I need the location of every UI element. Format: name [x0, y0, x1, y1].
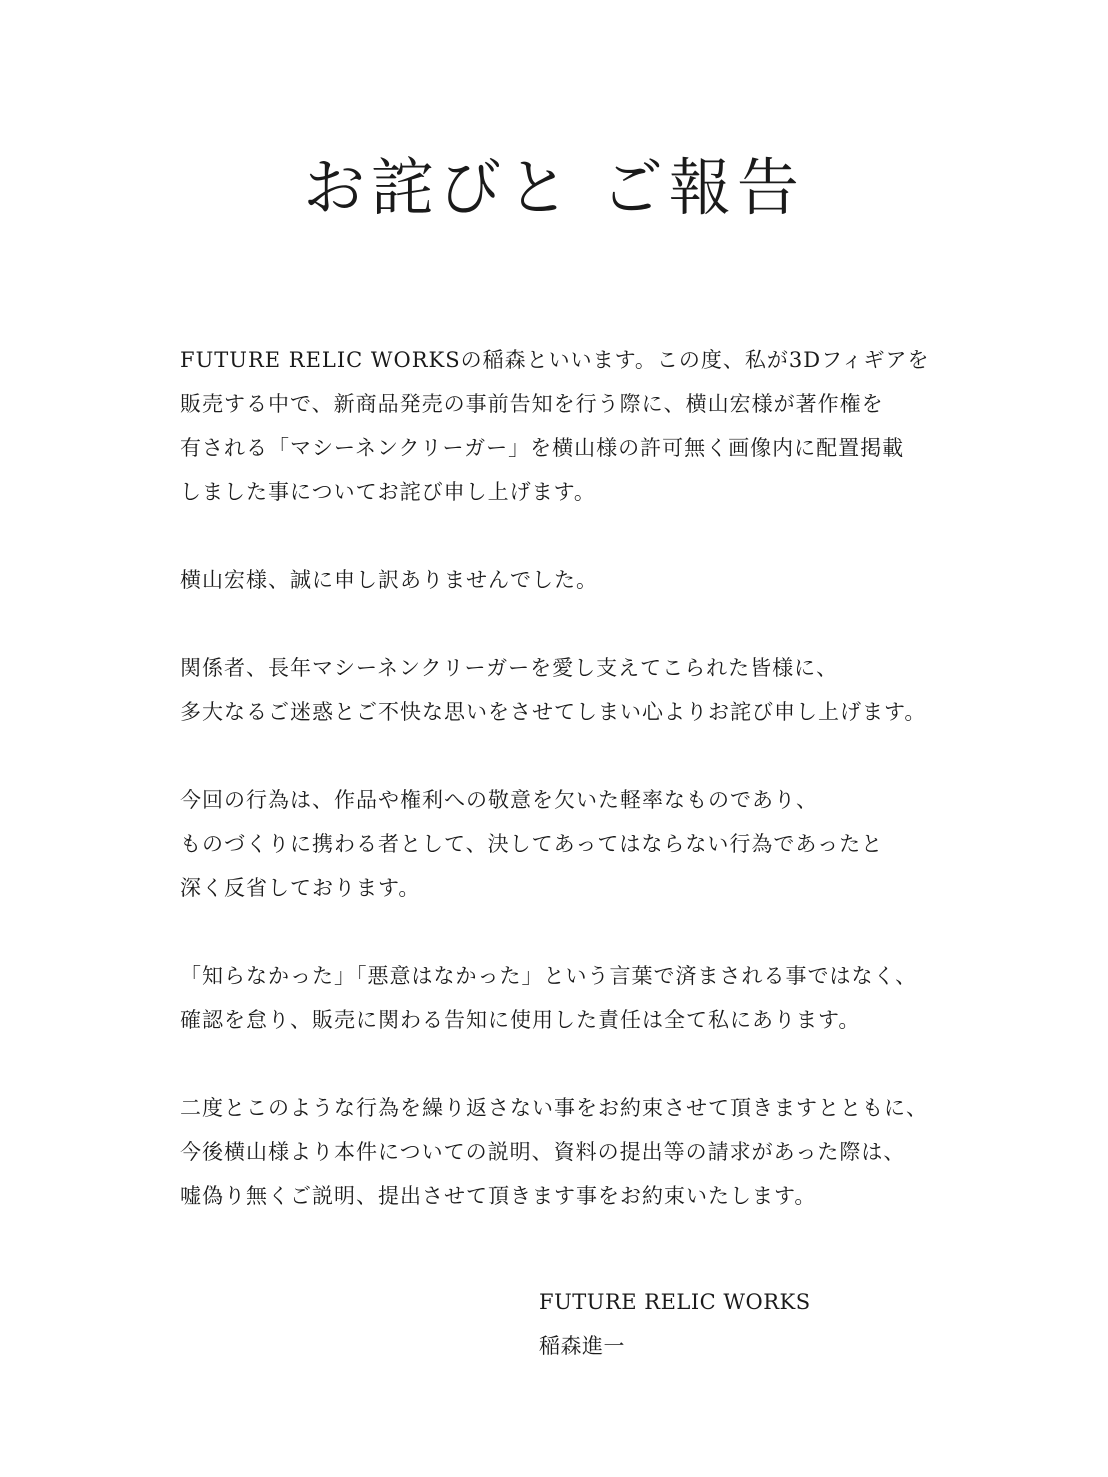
paragraph-1: [180, 338, 1080, 514]
paragraph-line: 今回の行為は、作品や権利への敬意を欠いた軽率なものであり、: [180, 788, 818, 812]
paragraph-line: 販売する中で、新商品発売の事前告知を行う際に、横山宏様が著作権を: [180, 392, 884, 416]
paragraph-line: 「知らなかった」「悪意はなかった」という言葉で済まされる事ではなく、: [180, 964, 918, 988]
paragraph-line: 横山宏様、誠に申し訳ありませんでした。: [180, 568, 598, 592]
apology-body: [180, 338, 1080, 1262]
paragraph-line: 嘘偽り無くご説明、提出させて頂きます事をお約束いたします。: [180, 1184, 817, 1208]
page-title: お詫びと ご報告: [303, 151, 805, 224]
paragraph-4: [180, 778, 1080, 910]
paragraph-line: 関係者、長年マシーネンクリーガーを愛し支えてこられた皆様に、: [180, 656, 839, 680]
paragraph-line: しました事についてお詫び申し上げます。: [180, 480, 596, 504]
signature-name: 稲森進一: [539, 1334, 625, 1358]
paragraph-line: 多大なるご迷惑とご不快な思いをさせてしまい心よりお詫び申し上げます。: [180, 700, 927, 724]
paragraph-3: [180, 646, 1080, 734]
paragraph-line: FUTURE RELIC WORKSの稲森といいます。この度、私が3Dフィギアを: [180, 348, 930, 372]
paragraph-line: 深く反省しております。: [180, 876, 421, 900]
paragraph-line: 二度とこのような行為を繰り返さない事をお約束させて頂きますとともに、: [180, 1096, 928, 1120]
paragraph-line: 確認を怠り、販売に関わる告知に使用した責任は全て私にあります。: [180, 1008, 861, 1032]
paragraph-6: [180, 1086, 1080, 1218]
paragraph-line: 今後横山様より本件についての説明、資料の提出等の請求があった際は、: [180, 1140, 906, 1164]
signature-company: FUTURE RELIC WORKS: [539, 1290, 811, 1314]
paragraph-line: 有される「マシーネンクリーガー」を横山様の許可無く画像内に配置掲載: [180, 436, 905, 460]
paragraph-2: [180, 558, 1080, 602]
signature-block: [539, 1280, 811, 1368]
paragraph-5: [180, 954, 1080, 1042]
paragraph-line: ものづくりに携わる者として、決してあってはならない行為であったと: [180, 832, 884, 856]
